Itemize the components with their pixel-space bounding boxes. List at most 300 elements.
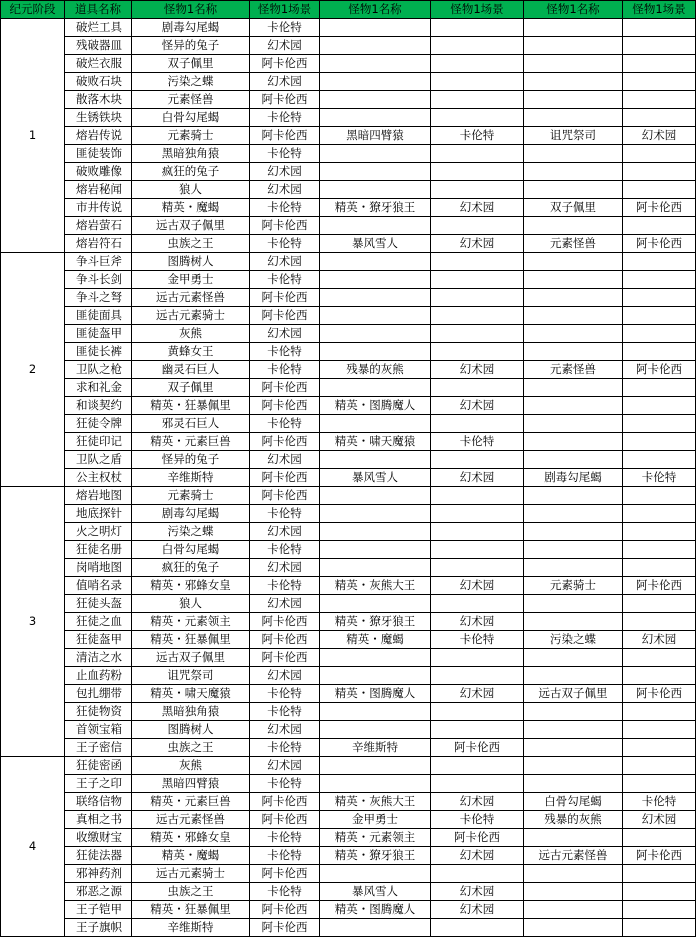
monster-a-name-cell: 剧毒勾尾蝎 bbox=[132, 19, 250, 37]
monster-b-scene-cell bbox=[431, 505, 524, 523]
table-row bbox=[1, 829, 696, 847]
monster-b-name-cell: 精英・图腾魔人 bbox=[320, 685, 431, 703]
monster-c-scene-cell bbox=[623, 217, 696, 235]
monster-b-name-cell bbox=[320, 757, 431, 775]
monster-b-scene-cell: 卡伦特 bbox=[431, 631, 524, 649]
item-name-cell: 联络信物 bbox=[65, 793, 132, 811]
monster-c-name-cell bbox=[524, 163, 623, 181]
monster-c-name-cell bbox=[524, 379, 623, 397]
monster-b-name-cell bbox=[320, 523, 431, 541]
monster-c-scene-cell bbox=[623, 73, 696, 91]
monster-b-name-cell bbox=[320, 253, 431, 271]
monster-a-scene-cell: 阿卡伦西 bbox=[250, 901, 320, 919]
header-monster-a-name: 怪物1名称 bbox=[132, 1, 250, 19]
monster-a-scene-cell: 卡伦特 bbox=[250, 703, 320, 721]
monster-a-scene-cell: 阿卡伦西 bbox=[250, 811, 320, 829]
table-row bbox=[1, 505, 696, 523]
item-name-cell: 狂徒法器 bbox=[65, 847, 132, 865]
monster-a-scene-cell: 卡伦特 bbox=[250, 883, 320, 901]
monster-c-scene-cell bbox=[623, 325, 696, 343]
monster-a-scene-cell: 卡伦特 bbox=[250, 847, 320, 865]
monster-b-name-cell bbox=[320, 55, 431, 73]
item-name-cell: 狂徒印记 bbox=[65, 433, 132, 451]
item-name-cell: 公主权杖 bbox=[65, 469, 132, 487]
monster-c-name-cell: 元素怪兽 bbox=[524, 361, 623, 379]
item-name-cell: 卫队之枪 bbox=[65, 361, 132, 379]
monster-c-scene-cell bbox=[623, 613, 696, 631]
table-row bbox=[1, 595, 696, 613]
monster-c-scene-cell bbox=[623, 865, 696, 883]
monster-b-name-cell bbox=[320, 415, 431, 433]
monster-b-scene-cell: 幻术园 bbox=[431, 847, 524, 865]
monster-c-scene-cell bbox=[623, 397, 696, 415]
monster-b-name-cell bbox=[320, 91, 431, 109]
monster-a-scene-cell: 卡伦特 bbox=[250, 271, 320, 289]
item-name-cell: 邪神药剂 bbox=[65, 865, 132, 883]
monster-a-name-cell: 白骨勾尾蝎 bbox=[132, 541, 250, 559]
monster-a-scene-cell: 幻术园 bbox=[250, 451, 320, 469]
monster-b-name-cell: 精英・元素领主 bbox=[320, 829, 431, 847]
header-monster-b-name: 怪物1名称 bbox=[320, 1, 431, 19]
monster-c-scene-cell: 卡伦特 bbox=[623, 469, 696, 487]
monster-b-scene-cell bbox=[431, 253, 524, 271]
table-row bbox=[1, 127, 696, 145]
monster-a-scene-cell: 阿卡伦西 bbox=[250, 631, 320, 649]
monster-c-name-cell bbox=[524, 703, 623, 721]
monster-b-scene-cell bbox=[431, 37, 524, 55]
monster-a-scene-cell: 卡伦特 bbox=[250, 415, 320, 433]
item-name-cell: 王子旗帜 bbox=[65, 919, 132, 937]
monster-a-scene-cell: 幻术园 bbox=[250, 757, 320, 775]
table-row bbox=[1, 721, 696, 739]
table-row bbox=[1, 253, 696, 271]
monster-c-name-cell bbox=[524, 757, 623, 775]
monster-a-scene-cell: 幻术园 bbox=[250, 559, 320, 577]
monster-c-scene-cell bbox=[623, 703, 696, 721]
monster-c-name-cell bbox=[524, 541, 623, 559]
monster-c-scene-cell bbox=[623, 379, 696, 397]
table-row bbox=[1, 613, 696, 631]
monster-a-name-cell: 虫族之王 bbox=[132, 883, 250, 901]
table-row bbox=[1, 379, 696, 397]
monster-a-name-cell: 元素怪兽 bbox=[132, 91, 250, 109]
table-row bbox=[1, 37, 696, 55]
monster-b-name-cell bbox=[320, 559, 431, 577]
monster-b-scene-cell: 卡伦特 bbox=[431, 433, 524, 451]
item-name-cell: 邪恶之源 bbox=[65, 883, 132, 901]
monster-a-name-cell: 虫族之王 bbox=[132, 739, 250, 757]
monster-c-scene-cell bbox=[623, 487, 696, 505]
table-row bbox=[1, 217, 696, 235]
monster-a-scene-cell: 阿卡伦西 bbox=[250, 865, 320, 883]
monster-b-scene-cell bbox=[431, 523, 524, 541]
monster-b-name-cell bbox=[320, 109, 431, 127]
monster-a-scene-cell: 卡伦特 bbox=[250, 577, 320, 595]
era-cell: 4 bbox=[1, 757, 65, 937]
monster-b-scene-cell bbox=[431, 325, 524, 343]
monster-c-name-cell bbox=[524, 181, 623, 199]
monster-b-name-cell bbox=[320, 289, 431, 307]
table-row bbox=[1, 199, 696, 217]
monster-a-name-cell: 远古双子佩里 bbox=[132, 649, 250, 667]
monster-b-scene-cell: 阿卡伦西 bbox=[431, 739, 524, 757]
monster-b-name-cell: 金甲勇士 bbox=[320, 811, 431, 829]
table-row bbox=[1, 847, 696, 865]
monster-c-scene-cell bbox=[623, 91, 696, 109]
item-name-cell: 争斗巨斧 bbox=[65, 253, 132, 271]
monster-b-scene-cell bbox=[431, 415, 524, 433]
monster-c-scene-cell bbox=[623, 307, 696, 325]
monster-c-scene-cell bbox=[623, 523, 696, 541]
monster-a-scene-cell: 卡伦特 bbox=[250, 19, 320, 37]
monster-a-scene-cell: 卡伦特 bbox=[250, 739, 320, 757]
monster-b-scene-cell bbox=[431, 271, 524, 289]
monster-a-name-cell: 辛维斯特 bbox=[132, 919, 250, 937]
monster-c-scene-cell: 阿卡伦西 bbox=[623, 361, 696, 379]
monster-b-name-cell bbox=[320, 487, 431, 505]
table-row bbox=[1, 901, 696, 919]
item-name-cell: 收缴财宝 bbox=[65, 829, 132, 847]
monster-a-scene-cell: 阿卡伦西 bbox=[250, 91, 320, 109]
monster-b-scene-cell bbox=[431, 307, 524, 325]
monster-a-name-cell: 狼人 bbox=[132, 181, 250, 199]
monster-a-name-cell: 精英・狂暴佩里 bbox=[132, 631, 250, 649]
monster-b-name-cell bbox=[320, 703, 431, 721]
monster-a-scene-cell: 阿卡伦西 bbox=[250, 919, 320, 937]
monster-b-scene-cell: 幻术园 bbox=[431, 469, 524, 487]
item-name-cell: 散落木块 bbox=[65, 91, 132, 109]
item-name-cell: 卫队之盾 bbox=[65, 451, 132, 469]
monster-c-name-cell: 元素骑士 bbox=[524, 577, 623, 595]
monster-a-name-cell: 远古元素怪兽 bbox=[132, 811, 250, 829]
monster-a-scene-cell: 阿卡伦西 bbox=[250, 307, 320, 325]
item-name-cell: 和谈契约 bbox=[65, 397, 132, 415]
monster-b-scene-cell: 幻术园 bbox=[431, 361, 524, 379]
monster-b-name-cell bbox=[320, 505, 431, 523]
monster-b-scene-cell bbox=[431, 181, 524, 199]
item-name-cell: 岗哨地图 bbox=[65, 559, 132, 577]
table-row bbox=[1, 631, 696, 649]
table-row bbox=[1, 757, 696, 775]
monster-b-scene-cell bbox=[431, 757, 524, 775]
monster-b-scene-cell bbox=[431, 667, 524, 685]
monster-a-scene-cell: 幻术园 bbox=[250, 163, 320, 181]
header-monster-a-scene: 怪物1场景 bbox=[250, 1, 320, 19]
item-name-cell: 残破器皿 bbox=[65, 37, 132, 55]
monster-b-scene-cell: 幻术园 bbox=[431, 397, 524, 415]
monster-c-scene-cell bbox=[623, 505, 696, 523]
monster-c-name-cell: 元素怪兽 bbox=[524, 235, 623, 253]
monster-c-scene-cell bbox=[623, 667, 696, 685]
item-name-cell: 狂徒盔甲 bbox=[65, 631, 132, 649]
monster-b-scene-cell: 幻术园 bbox=[431, 235, 524, 253]
table-row bbox=[1, 271, 696, 289]
monster-a-name-cell: 黑暗独角猿 bbox=[132, 145, 250, 163]
monster-a-name-cell: 诅咒祭司 bbox=[132, 667, 250, 685]
monster-b-scene-cell: 卡伦特 bbox=[431, 811, 524, 829]
table-row bbox=[1, 289, 696, 307]
monster-c-scene-cell bbox=[623, 883, 696, 901]
monster-c-name-cell bbox=[524, 37, 623, 55]
monster-a-scene-cell: 阿卡伦西 bbox=[250, 793, 320, 811]
monster-b-scene-cell bbox=[431, 919, 524, 937]
monster-a-name-cell: 双子佩里 bbox=[132, 379, 250, 397]
item-name-cell: 求和礼金 bbox=[65, 379, 132, 397]
monster-b-scene-cell bbox=[431, 487, 524, 505]
table-row bbox=[1, 181, 696, 199]
monster-a-scene-cell: 幻术园 bbox=[250, 667, 320, 685]
item-name-cell: 争斗长剑 bbox=[65, 271, 132, 289]
era-cell: 2 bbox=[1, 253, 65, 487]
monster-a-scene-cell: 卡伦特 bbox=[250, 235, 320, 253]
monster-c-name-cell bbox=[524, 883, 623, 901]
item-name-cell: 匪徒长裤 bbox=[65, 343, 132, 361]
monster-b-scene-cell bbox=[431, 775, 524, 793]
monster-c-name-cell bbox=[524, 649, 623, 667]
table-row bbox=[1, 667, 696, 685]
item-name-cell: 狂徒名册 bbox=[65, 541, 132, 559]
table-row bbox=[1, 55, 696, 73]
monster-a-scene-cell: 卡伦特 bbox=[250, 685, 320, 703]
monster-c-name-cell bbox=[524, 865, 623, 883]
monster-b-name-cell: 辛维斯特 bbox=[320, 739, 431, 757]
item-name-cell: 地底探针 bbox=[65, 505, 132, 523]
monster-c-scene-cell bbox=[623, 739, 696, 757]
monster-a-name-cell: 污染之蝶 bbox=[132, 523, 250, 541]
monster-c-name-cell bbox=[524, 271, 623, 289]
monster-b-scene-cell: 幻术园 bbox=[431, 793, 524, 811]
monster-a-name-cell: 狼人 bbox=[132, 595, 250, 613]
monster-a-scene-cell: 幻术园 bbox=[250, 73, 320, 91]
item-name-cell: 熔岩传说 bbox=[65, 127, 132, 145]
monster-b-scene-cell bbox=[431, 73, 524, 91]
monster-b-scene-cell bbox=[431, 595, 524, 613]
item-name-cell: 王子密信 bbox=[65, 739, 132, 757]
monster-b-name-cell bbox=[320, 865, 431, 883]
table-row bbox=[1, 739, 696, 757]
monster-b-name-cell bbox=[320, 325, 431, 343]
monster-b-name-cell: 残暴的灰熊 bbox=[320, 361, 431, 379]
monster-b-name-cell: 精英・啸天魔猿 bbox=[320, 433, 431, 451]
monster-c-name-cell bbox=[524, 289, 623, 307]
monster-b-scene-cell: 幻术园 bbox=[431, 883, 524, 901]
monster-a-name-cell: 灰熊 bbox=[132, 325, 250, 343]
monster-b-scene-cell: 幻术园 bbox=[431, 199, 524, 217]
monster-b-name-cell bbox=[320, 775, 431, 793]
monster-c-scene-cell: 阿卡伦西 bbox=[623, 235, 696, 253]
monster-b-name-cell bbox=[320, 37, 431, 55]
monster-c-name-cell bbox=[524, 613, 623, 631]
monster-b-scene-cell bbox=[431, 559, 524, 577]
monster-b-scene-cell bbox=[431, 649, 524, 667]
monster-b-scene-cell: 阿卡伦西 bbox=[431, 829, 524, 847]
table-row bbox=[1, 577, 696, 595]
monster-c-name-cell bbox=[524, 595, 623, 613]
monster-c-name-cell bbox=[524, 307, 623, 325]
monster-c-name-cell bbox=[524, 397, 623, 415]
monster-b-name-cell bbox=[320, 19, 431, 37]
monster-a-name-cell: 污染之蝶 bbox=[132, 73, 250, 91]
table-header bbox=[1, 1, 696, 19]
monster-c-name-cell bbox=[524, 451, 623, 469]
monster-a-scene-cell: 阿卡伦西 bbox=[250, 613, 320, 631]
table-row bbox=[1, 469, 696, 487]
monster-a-name-cell: 精英・元素巨兽 bbox=[132, 433, 250, 451]
monster-a-scene-cell: 阿卡伦西 bbox=[250, 127, 320, 145]
monster-c-name-cell bbox=[524, 55, 623, 73]
monster-c-scene-cell bbox=[623, 451, 696, 469]
monster-a-scene-cell: 卡伦特 bbox=[250, 343, 320, 361]
monster-b-scene-cell bbox=[431, 289, 524, 307]
item-name-cell: 市井传说 bbox=[65, 199, 132, 217]
monster-a-name-cell: 灰熊 bbox=[132, 757, 250, 775]
monster-a-name-cell: 元素骑士 bbox=[132, 487, 250, 505]
table-row bbox=[1, 451, 696, 469]
monster-a-scene-cell: 卡伦特 bbox=[250, 109, 320, 127]
item-name-cell: 熔岩符石 bbox=[65, 235, 132, 253]
monster-c-scene-cell bbox=[623, 271, 696, 289]
monster-c-scene-cell bbox=[623, 541, 696, 559]
table-row bbox=[1, 649, 696, 667]
monster-c-name-cell bbox=[524, 145, 623, 163]
monster-c-scene-cell: 阿卡伦西 bbox=[623, 577, 696, 595]
monster-c-scene-cell: 幻术园 bbox=[623, 127, 696, 145]
monster-a-name-cell: 远古元素怪兽 bbox=[132, 289, 250, 307]
monster-a-name-cell: 疯狂的兔子 bbox=[132, 559, 250, 577]
table-row bbox=[1, 919, 696, 937]
table-row bbox=[1, 811, 696, 829]
header-row bbox=[1, 1, 696, 19]
monster-a-scene-cell: 阿卡伦西 bbox=[250, 289, 320, 307]
era-cell: 1 bbox=[1, 19, 65, 253]
monster-a-name-cell: 辛维斯特 bbox=[132, 469, 250, 487]
monster-c-scene-cell bbox=[623, 721, 696, 739]
monster-b-name-cell: 暴风雪人 bbox=[320, 235, 431, 253]
monster-b-scene-cell bbox=[431, 865, 524, 883]
monster-c-scene-cell: 幻术园 bbox=[623, 631, 696, 649]
monster-c-scene-cell bbox=[623, 19, 696, 37]
item-name-cell: 生锈铁块 bbox=[65, 109, 132, 127]
item-name-cell: 王子之印 bbox=[65, 775, 132, 793]
monster-c-name-cell bbox=[524, 253, 623, 271]
monster-b-scene-cell bbox=[431, 55, 524, 73]
table-row bbox=[1, 559, 696, 577]
monster-a-name-cell: 图腾树人 bbox=[132, 253, 250, 271]
monster-b-name-cell bbox=[320, 541, 431, 559]
monster-a-scene-cell: 阿卡伦西 bbox=[250, 469, 320, 487]
monster-a-name-cell: 黑暗独角猿 bbox=[132, 703, 250, 721]
table-row bbox=[1, 793, 696, 811]
monster-c-scene-cell bbox=[623, 163, 696, 181]
monster-a-name-cell: 邪灵石巨人 bbox=[132, 415, 250, 433]
item-name-cell: 匪徒面具 bbox=[65, 307, 132, 325]
monster-c-name-cell bbox=[524, 721, 623, 739]
monster-b-name-cell: 暴风雪人 bbox=[320, 883, 431, 901]
item-name-cell: 火之明灯 bbox=[65, 523, 132, 541]
monster-c-scene-cell bbox=[623, 253, 696, 271]
monster-c-name-cell bbox=[524, 829, 623, 847]
monster-a-scene-cell: 阿卡伦西 bbox=[250, 217, 320, 235]
header-monster-b-scene: 怪物1场景 bbox=[431, 1, 524, 19]
monster-b-name-cell bbox=[320, 451, 431, 469]
table-body bbox=[1, 19, 696, 937]
monster-c-name-cell bbox=[524, 739, 623, 757]
monster-a-scene-cell: 幻术园 bbox=[250, 37, 320, 55]
monster-a-scene-cell: 阿卡伦西 bbox=[250, 433, 320, 451]
monster-c-name-cell: 污染之蝶 bbox=[524, 631, 623, 649]
monster-c-scene-cell: 卡伦特 bbox=[623, 793, 696, 811]
monster-b-name-cell: 精英・獠牙狼王 bbox=[320, 199, 431, 217]
item-name-cell: 破烂工具 bbox=[65, 19, 132, 37]
item-name-cell: 王子铠甲 bbox=[65, 901, 132, 919]
monster-a-scene-cell: 幻术园 bbox=[250, 721, 320, 739]
monster-c-name-cell: 诅咒祭司 bbox=[524, 127, 623, 145]
monster-c-scene-cell bbox=[623, 37, 696, 55]
monster-b-scene-cell: 幻术园 bbox=[431, 613, 524, 631]
table-row bbox=[1, 541, 696, 559]
monster-c-scene-cell: 阿卡伦西 bbox=[623, 685, 696, 703]
item-name-cell: 首领宝箱 bbox=[65, 721, 132, 739]
monster-c-scene-cell bbox=[623, 181, 696, 199]
item-name-cell: 匪徒盔甲 bbox=[65, 325, 132, 343]
monster-b-name-cell: 精英・獠牙狼王 bbox=[320, 847, 431, 865]
monster-a-scene-cell: 卡伦特 bbox=[250, 829, 320, 847]
monster-a-name-cell: 元素骑士 bbox=[132, 127, 250, 145]
monster-c-name-cell bbox=[524, 325, 623, 343]
monster-c-name-cell bbox=[524, 559, 623, 577]
item-name-cell: 狂徒头盔 bbox=[65, 595, 132, 613]
table-row bbox=[1, 325, 696, 343]
monster-a-name-cell: 金甲勇士 bbox=[132, 271, 250, 289]
table-row bbox=[1, 523, 696, 541]
monster-a-name-cell: 幽灵石巨人 bbox=[132, 361, 250, 379]
monster-c-name-cell bbox=[524, 901, 623, 919]
table-row bbox=[1, 685, 696, 703]
monster-b-name-cell bbox=[320, 721, 431, 739]
monster-a-name-cell: 精英・元素领主 bbox=[132, 613, 250, 631]
monster-b-scene-cell bbox=[431, 703, 524, 721]
monster-a-scene-cell: 卡伦特 bbox=[250, 775, 320, 793]
monster-c-scene-cell bbox=[623, 829, 696, 847]
monster-a-name-cell: 白骨勾尾蝎 bbox=[132, 109, 250, 127]
table-row bbox=[1, 433, 696, 451]
table-row bbox=[1, 397, 696, 415]
monster-a-scene-cell: 幻术园 bbox=[250, 595, 320, 613]
monster-b-name-cell bbox=[320, 217, 431, 235]
item-name-cell: 破烂衣服 bbox=[65, 55, 132, 73]
monster-c-name-cell: 远古双子佩里 bbox=[524, 685, 623, 703]
monster-b-name-cell: 精英・灰熊大王 bbox=[320, 577, 431, 595]
monster-c-scene-cell bbox=[623, 343, 696, 361]
item-name-cell: 破败石块 bbox=[65, 73, 132, 91]
monster-c-name-cell bbox=[524, 775, 623, 793]
monster-c-name-cell: 剧毒勾尾蝎 bbox=[524, 469, 623, 487]
monster-b-name-cell bbox=[320, 181, 431, 199]
table-row bbox=[1, 235, 696, 253]
monster-c-scene-cell bbox=[623, 757, 696, 775]
monster-a-scene-cell: 卡伦特 bbox=[250, 199, 320, 217]
monster-b-scene-cell bbox=[431, 163, 524, 181]
monster-b-scene-cell bbox=[431, 721, 524, 739]
monster-a-name-cell: 黑暗四臂猿 bbox=[132, 775, 250, 793]
monster-a-name-cell: 双子佩里 bbox=[132, 55, 250, 73]
monster-c-scene-cell bbox=[623, 649, 696, 667]
monster-a-scene-cell: 幻术园 bbox=[250, 253, 320, 271]
monster-a-scene-cell: 阿卡伦西 bbox=[250, 487, 320, 505]
monster-c-scene-cell bbox=[623, 559, 696, 577]
monster-b-name-cell: 精英・魔蝎 bbox=[320, 631, 431, 649]
table-row bbox=[1, 883, 696, 901]
